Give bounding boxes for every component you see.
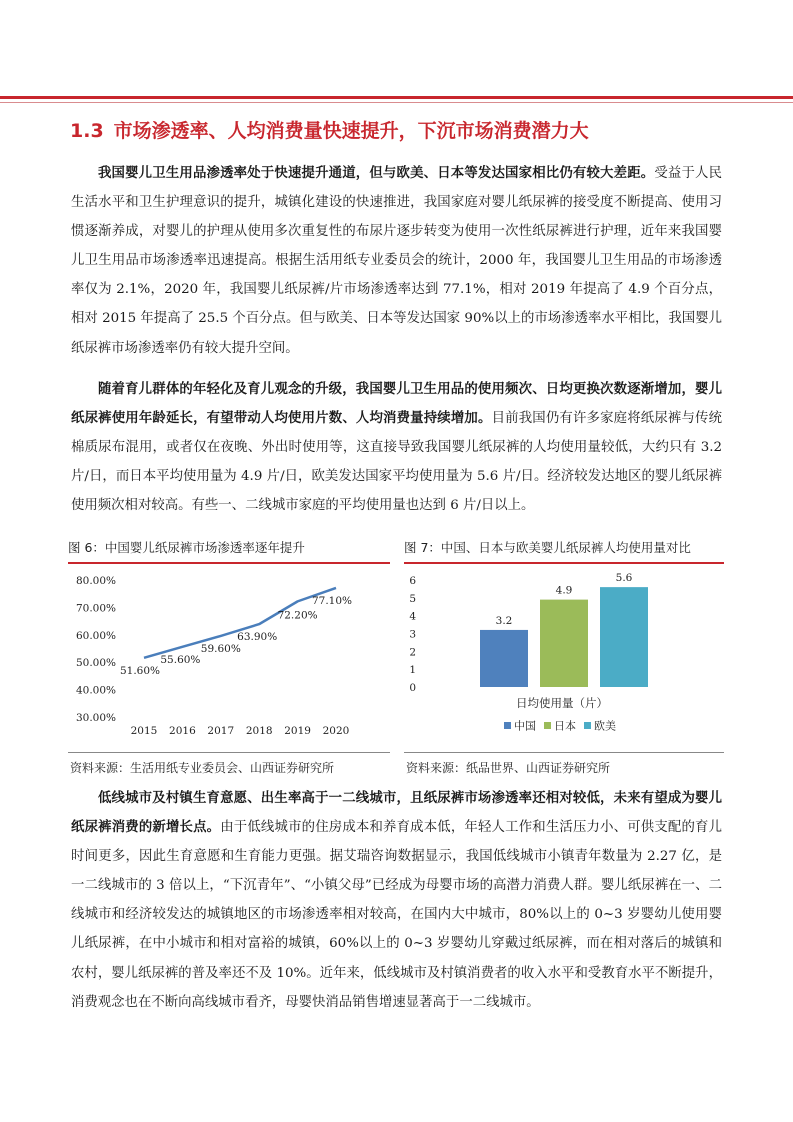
y-tick-label: 3 xyxy=(409,628,416,641)
legend-label: 欧美 xyxy=(594,719,616,733)
y-tick-label: 70.00% xyxy=(75,602,116,615)
y-tick-label: 2 xyxy=(409,646,416,659)
y-tick-label: 80.00% xyxy=(75,575,116,587)
section-title: 市场渗透率、人均消费量快速提升，下沉市场消费潜力大 xyxy=(113,120,589,142)
paragraph-1 xyxy=(71,159,722,363)
data-label: 51.60% xyxy=(119,664,161,677)
figure-6-top-rule xyxy=(68,562,390,564)
paragraph-3-body: 由于低线城市的住房成本和养育成本低，年轻人工作和生活压力小、可供支配的育儿时间更多，因此生育意愿和生育能力更强。据艾瑞咨询数据显示，我国低线城市小镇青年数量为 2.27 亿，是一二线城市的 3 倍以上，“下沉青年”、“小镇父母”已经成为母婴市场的高潜力消费人群。婴儿纸尿裤在一、二线城市和经济较发达的城镇地区的市场渗透率相对较高，在国内大中城市，80%以上的 0~3 岁婴幼儿使用婴儿纸尿裤，在中小城市和相对富裕的城镇，60%以上的 0~3 岁婴幼儿穿戴过纸尿裤，而在相对落后的城镇和农村，婴儿纸尿裤的普及率还不及 10%。近年来，低线城市及村镇消费者的收入水平和受教育水平不断提升，消费观念也在不断向高线城市看齐，母婴快消品销售增速显著高于一二线城市。 xyxy=(71,820,723,1010)
section-heading xyxy=(70,116,770,143)
figure-6-title: 图 6：中国婴儿纸尿裤市场渗透率逐年提升 xyxy=(68,540,305,555)
y-tick-label: 5 xyxy=(409,592,416,605)
paragraph-2 xyxy=(71,375,722,520)
y-tick-label: 4 xyxy=(409,610,416,623)
bar-china xyxy=(480,630,528,687)
x-tick-label: 2017 xyxy=(207,725,235,737)
legend-label: 日本 xyxy=(554,719,576,733)
bar-japan xyxy=(540,600,588,687)
figure-6-source: 资料来源：生活用纸专业委员会、山西证券研究所 xyxy=(70,761,335,775)
y-tick-label: 40.00% xyxy=(75,684,116,697)
paragraph-2-lead: 随着育儿群体的年轻化及育儿观念的升级，我国婴儿卫生用品的使用频次、日均更换次数逐渐增加，婴儿纸尿裤使用年龄延长，有望带动人均使用片数、人均消费量持续增加。 xyxy=(71,381,722,427)
x-tick-label: 2019 xyxy=(284,725,311,737)
paragraph-3-lead: 低线城市及村镇生育意愿、出生率高于一二线城市，且纸尿裤市场渗透率还相对较低，未来有望成为婴儿纸尿裤消费的新增长点。 xyxy=(71,790,722,836)
y-tick-label: 1 xyxy=(409,664,416,677)
data-label: 77.10% xyxy=(311,594,353,607)
bar-europe-us xyxy=(600,587,648,687)
usage-bar-chart xyxy=(404,565,724,749)
data-label: 55.60% xyxy=(160,653,201,666)
data-label: 3.2 xyxy=(495,614,513,627)
data-label: 72.20% xyxy=(277,609,318,622)
y-tick-label: 50.00% xyxy=(75,657,116,670)
figure-7-title: 图 7：中国、日本与欧美婴儿纸尿裤人均使用量对比 xyxy=(404,540,691,555)
penetration-line-chart xyxy=(68,565,390,749)
figure-6-bottom-rule xyxy=(68,752,390,753)
legend-swatch xyxy=(584,722,591,729)
x-tick-label: 2018 xyxy=(245,725,273,737)
paragraph-3 xyxy=(71,784,722,1017)
header-rule xyxy=(0,96,793,99)
x-tick-label: 2015 xyxy=(130,725,158,737)
legend-label: 中国 xyxy=(514,719,536,733)
figure-7-top-rule xyxy=(404,562,724,564)
x-tick-label: 2016 xyxy=(169,725,196,737)
x-axis-label: 日均使用量（片） xyxy=(516,696,608,710)
data-label: 59.60% xyxy=(200,642,241,655)
data-label: 63.90% xyxy=(237,631,278,644)
y-tick-label: 6 xyxy=(409,575,416,587)
x-tick-label: 2020 xyxy=(322,725,350,737)
y-tick-label: 60.00% xyxy=(75,629,116,642)
paragraph-2-body: 目前我国仍有许多家庭将纸尿裤与传统棉质尿布混用，或者仅在夜晚、外出时使用等，这直接导致我国婴儿纸尿裤的人均使用量较低，大约只有 3.2 片/日，而日本平均使用量为 4.9 片/日，欧美发达国家平均使用量为 5.6 片/日。经济较发达地区的婴儿纸尿裤使用频次相对较高。有些一、二线城市家庭的平均使用量也达到 6 片/日以上。 xyxy=(71,411,723,514)
y-tick-label: 0 xyxy=(409,682,416,694)
section-number: 1.3 xyxy=(70,120,104,142)
figure-7-bottom-rule xyxy=(404,752,724,753)
y-tick-label: 30.00% xyxy=(75,712,116,724)
paragraph-1-body: 受益于人民生活水平和卫生护理意识的提升，城镇化建设的快速推进，我国家庭对婴儿纸尿裤的接受度不断提高、使用习惯逐渐养成，对婴儿的护理从使用多次重复性的布尿片逐步转变为使用一次性纸尿裤进行护理，近年来我国婴儿卫生用品市场渗透率迅速提高。根据生活用纸专业委员会的统计，2000 年，我国婴儿卫生用品的市场渗透率仅为 2.1%，2020 年，我国婴儿纸尿裤/片市场渗透率达到 77.1%，相对 2019 年提高了 4.9 个百分点，相对 2015 年提高了 25.5 个百分点。但与欧美、日本等发达国家 90%以上的市场渗透率水平相比，我国婴儿纸尿裤市场渗透率仍有较大提升空间。 xyxy=(71,166,722,356)
figure-7-source: 资料来源：纸品世界、山西证券研究所 xyxy=(406,761,611,775)
legend-swatch xyxy=(504,722,511,729)
legend-swatch xyxy=(544,722,551,729)
data-label: 5.6 xyxy=(615,572,633,585)
paragraph-1-lead: 我国婴儿卫生用品渗透率处于快速提升通道，但与欧美、日本等发达国家相比仍有较大差距。 xyxy=(97,165,655,181)
header-rule-thin xyxy=(0,102,793,103)
data-label: 4.9 xyxy=(555,584,573,597)
